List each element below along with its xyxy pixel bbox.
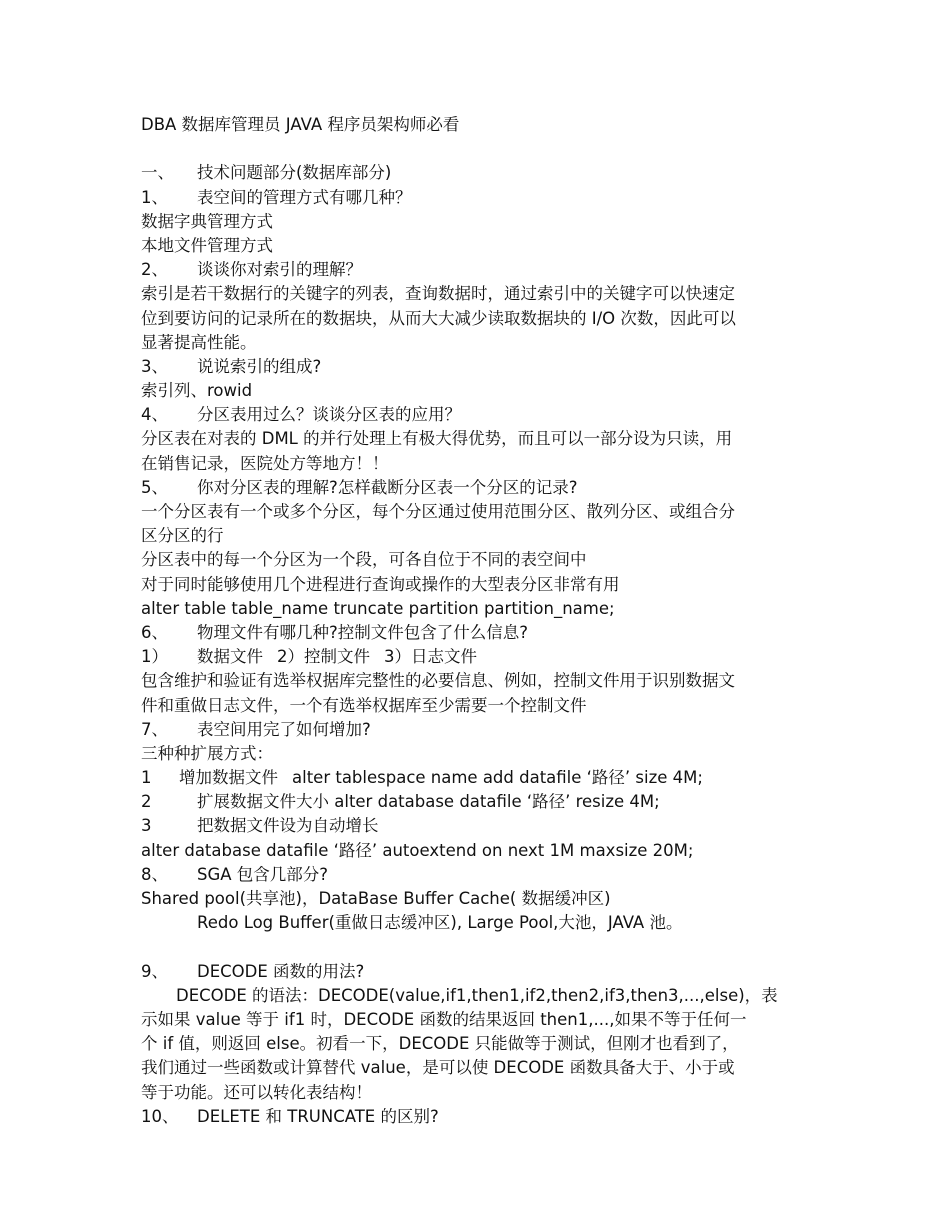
answer-line: 数据字典管理方式 [141,211,273,231]
question-5 [141,476,821,500]
answer-line: Redo Log Buffer(重做日志缓冲区), Large Pool,大池，JAVA 池。 [197,913,683,933]
answer-line: 件和重做日志文件，一个有选举权据库至少需要一个控制文件 [141,695,587,715]
question-number: 6、 [141,622,168,642]
question-text: 说说索引的组成? [197,356,322,376]
answer-line: 索引列、rowid [141,381,253,401]
answer-line: Shared pool(共享池)，DataBase Buffer Cache( 数据缓冲区) [141,889,611,908]
question-text: 谈谈你对索引的理解？ [197,260,362,280]
list-number: 3） [384,647,411,667]
question-text: DELETE 和 TRUNCATE 的区别? [197,1106,439,1126]
question-number: 10、 [141,1106,179,1126]
question-number: 3、 [141,356,168,376]
list-number: 2） [277,647,304,667]
file-type-list [141,645,821,669]
section-heading [141,161,821,185]
answer-line: 索引是若干数据行的关键字的列表，查询数据时，通过索引中的关键字可以快速定 [141,284,735,304]
method-label: 增加数据文件 [179,768,278,788]
question-text: SGA 包含几部分? [197,864,329,884]
answer-line: DECODE 的语法：DECODE(value,if1,then1,if2,then2,if3,then3,...,else)，表 [176,985,778,1005]
question-number: 9、 [141,961,168,981]
answer-line: 个 if 值，则返回 else。初看一下，DECODE 只能做等于测试，但刚才也看到了， [141,1034,739,1054]
answer-line: 本地文件管理方式 [141,235,273,255]
question-number: 2、 [141,260,168,280]
document-body [141,113,821,1129]
question-8 [141,863,821,887]
section-number: 一、 [141,163,174,183]
answer-line: 区分区的行 [141,526,224,546]
answer-line: 等于功能。还可以转化表结构！ [141,1082,372,1102]
answer-line: 示如果 value 等于 if1 时，DECODE 函数的结果返回 then1,...,如果不等于任何一 [141,1009,747,1029]
question-7 [141,718,821,742]
list-number: 1） [141,647,168,667]
question-number: 8、 [141,864,168,884]
question-text: DECODE 函数的用法? [197,961,365,981]
answer-line: 分区表中的每一个分区为一个段，可各自位于不同的表空间中 [141,550,587,570]
sql-statement: alter table table_name truncate partition partition_name; [141,598,615,618]
method-text: 把数据文件设为自动增长 [197,816,379,836]
answer-line: 显著提高性能。 [141,332,257,352]
question-2 [141,258,821,282]
question-number: 4、 [141,405,168,425]
question-4 [141,403,821,427]
method-number: 1 [141,768,152,788]
question-number: 1、 [141,187,168,207]
answer-line: 在销售记录，医院处方等地方！！ [141,453,389,473]
method-number: 2 [141,792,152,812]
question-number: 5、 [141,477,168,497]
question-text: 你对分区表的理解?怎样截断分区表一个分区的记录? [197,477,578,497]
question-text: 分区表用过么？谈谈分区表的应用？ [197,405,461,425]
answer-line: 我们通过一些函数或计算替代 value，是可以使 DECODE 函数具备大于、小于或 [141,1058,735,1078]
method-3 [141,814,821,838]
answer-line: 分区表在对表的 DML 的并行处理上有极大得优势，而且可以一部分设为只读，用 [141,429,733,449]
method-2 [141,790,821,814]
method-1 [141,766,821,790]
list-item: 数据文件 [197,647,263,667]
answer-line: 位到要访问的记录所在的数据块，从而大大减少读取数据块的 I/O 次数，因此可以 [141,308,736,328]
question-6 [141,621,821,645]
question-text: 物理文件有哪几种?控制文件包含了什么信息? [197,622,529,642]
answer-line: 一个分区表有一个或多个分区，每个分区通过使用范围分区、散列分区、或组合分 [141,502,735,521]
method-text: 扩展数据文件大小 alter database datafile ‘路径’ resize 4M; [197,792,660,812]
list-item: 日志文件 [411,647,477,667]
question-text: 表空间的管理方式有哪几种？ [197,187,412,207]
document-title: DBA 数据库管理员 JAVA 程序员架构师必看 [141,115,460,134]
answer-line: 三种种扩展方式： [141,743,273,763]
question-number: 7、 [141,719,168,739]
list-item: 控制文件 [304,647,370,667]
blank-line [141,137,821,161]
question-text: 表空间用完了如何增加? [197,719,371,739]
sql-statement: alter database datafile ‘路径’ autoextend on next 1M maxsize 20M; [141,840,694,860]
section-heading-text: 技术问题部分(数据库部分) [197,163,392,183]
answer-line: 对于同时能够使用几个进程进行查询或操作的大型表分区非常有用 [141,574,620,594]
question-1 [141,186,821,210]
answer-line: 包含维护和验证有选举权据库完整性的必要信息、例如，控制文件用于识别数据文 [141,671,735,691]
question-3 [141,355,821,379]
method-number: 3 [141,816,152,836]
sql-statement: alter tablespace name add datafile ‘路径’ size 4M; [292,768,703,788]
blank-line [141,935,821,959]
question-10 [141,1105,821,1129]
question-9 [141,960,821,984]
